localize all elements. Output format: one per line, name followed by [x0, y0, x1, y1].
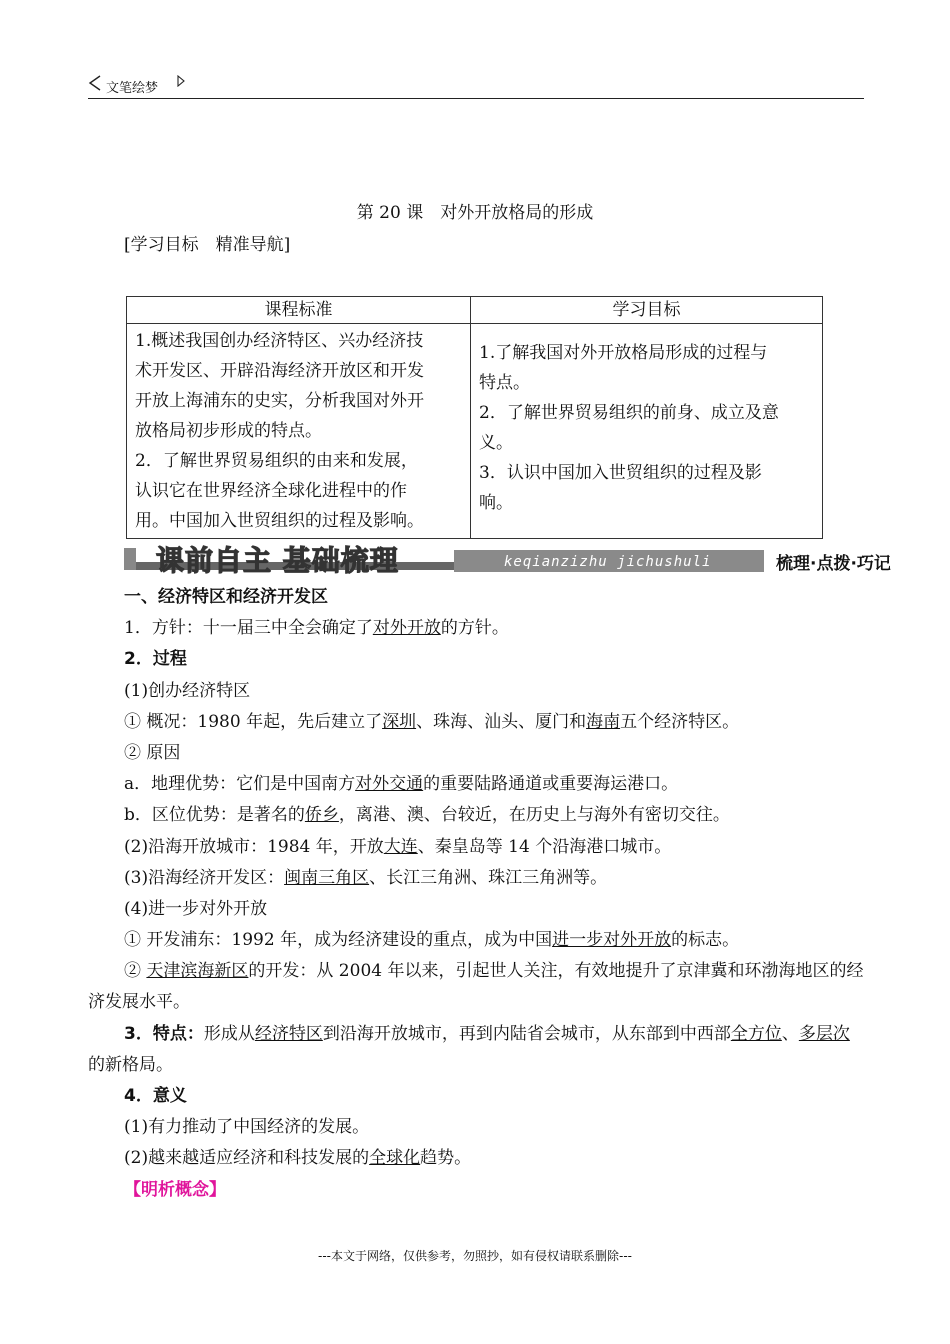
- banner-title: 课前自主 基础梳理: [156, 544, 399, 576]
- table-head-standard: 课程标准: [127, 297, 471, 324]
- line-p11: 3．特点：形成从经济特区到沿海开放城市，再到内陆省会城市，从东部到中西部全方位、多层次的新格局。: [88, 1023, 850, 1075]
- page-header: [88, 72, 864, 99]
- lesson-title: 第 20 课 对外开放格局的形成: [356, 203, 594, 223]
- banner-tag: 梳理·点拨·巧记: [776, 554, 891, 574]
- left-triangle-icon: [88, 75, 102, 91]
- table-head-goal: 学习目标: [471, 297, 823, 324]
- line-p7: (3)沿海经济开发区：闽南三角区、长江三角洲、珠江三角洲等。: [124, 867, 608, 888]
- heading-2: 2．过程: [124, 649, 187, 670]
- page-footer: ---本文于网络，仅供参考，勿照抄，如有侵权请联系删除---: [318, 1249, 632, 1263]
- line-p4: a．地理优势：它们是中国南方对外交通的重要陆路通道或重要海运港口。: [124, 774, 679, 795]
- line-p6: (2)沿海开放城市：1984 年，开放大连、秦皇岛等 14 个沿海港口城市。: [124, 836, 672, 857]
- section-banner: [124, 542, 930, 576]
- line-p3: ② 原因: [124, 742, 181, 763]
- line-p1: (1)创办经济特区: [124, 680, 251, 701]
- section-nav-label: [学习目标 精准导航]: [124, 235, 291, 255]
- line-p13: (2)越来越适应经济和科技发展的全球化趋势。: [124, 1148, 472, 1169]
- header-brand: 文笔绘梦: [106, 81, 159, 96]
- right-triangle-icon: [176, 75, 186, 87]
- line-p2: ① 概况：1980 年起，先后建立了深圳、珠海、汕头、厦门和海南五个经济特区。: [124, 711, 740, 732]
- heading-4: 4．意义: [124, 1086, 187, 1107]
- line-p8: (4)进一步对外开放: [124, 898, 268, 919]
- heading-1: 一、经济特区和经济开发区: [124, 587, 328, 607]
- concept-label: 【明析概念】: [124, 1179, 226, 1200]
- standard-cell: 1.概述我国创办经济特区、兴办经济技 术开发区、开辟沿海经济开放区和开发 开放上海浦东的史实，分析我国对外开 放格局初步形成的特点。 2．了解世界贸易组织的由来和发展， 认识它在世界经济全球化进程中的作 用。中国加入世贸组织的过程及影响。: [127, 324, 471, 539]
- line-p9: ① 开发浦东：1992 年，成为经济建设的重点，成为中国进一步对外开放的标志。: [124, 930, 740, 951]
- content-body: [88, 582, 864, 1206]
- line-p12: (1)有力推动了中国经济的发展。: [124, 1117, 370, 1138]
- objectives-table: [126, 296, 823, 539]
- banner-pinyin: keqianzizhu jichushuli: [504, 554, 712, 570]
- line-p5: b．区位优势：是著名的侨乡，离港、澳、台较近，在历史上与海外有密切交往。: [124, 805, 730, 826]
- goal-cell: 1.了解我国对外开放格局形成的过程与 特点。 2．了解世界贸易组织的前身、成立及意 义。 3．认识中国加入世贸组织的过程及影 响。: [471, 324, 823, 539]
- line-p10: ② 天津滨海新区的开发：从 2004 年以来，引起世人关注，有效地提升了京津冀和环渤海地区的经济发展水平。: [88, 961, 864, 1013]
- policy-line: 1．方针：十一届三中全会确定了对外开放的方针。: [124, 618, 509, 639]
